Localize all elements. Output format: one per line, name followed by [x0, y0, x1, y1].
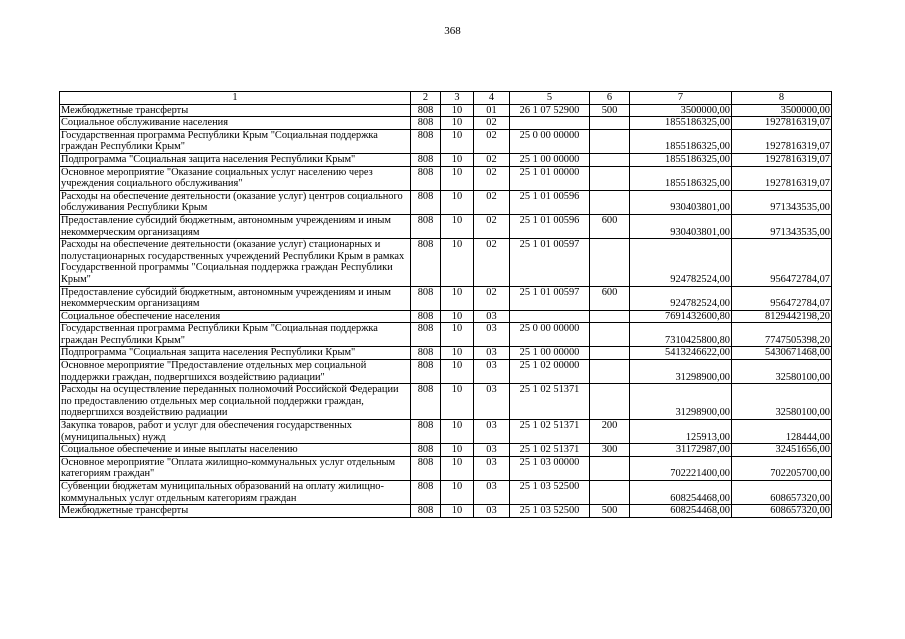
col-4-subsection: 03 [474, 310, 510, 323]
header-cell-8: 8 [732, 92, 832, 105]
col-3-section: 10 [441, 117, 474, 130]
col-3-section: 10 [441, 153, 474, 166]
col-3-section: 10 [441, 214, 474, 238]
table-row [60, 166, 832, 190]
row-name: Закупка товаров, работ и услуг для обеспечения государственных (муниципальных) нужд [60, 420, 411, 444]
col-5-target-article: 25 1 03 52500 [510, 481, 590, 505]
table-row [60, 214, 832, 238]
col-7-amount: 1855186325,00 [630, 153, 732, 166]
col-7-amount: 930403801,00 [630, 190, 732, 214]
col-7-amount: 31298900,00 [630, 360, 732, 384]
table-row [60, 129, 832, 153]
col-7-amount: 7310425800,80 [630, 323, 732, 347]
row-name: Межбюджетные трансферты [60, 104, 411, 117]
col-5-target-article: 25 1 03 52500 [510, 505, 590, 518]
table-row [60, 190, 832, 214]
col-7-amount: 924782524,00 [630, 239, 732, 286]
row-name: Предоставление субсидий бюджетным, автономным учреждениям и иным некоммерческим организациям [60, 286, 411, 310]
col-5-target-article: 25 1 00 00000 [510, 347, 590, 360]
col-8-amount: 1927816319,07 [732, 153, 832, 166]
col-2-code: 808 [411, 323, 441, 347]
col-4-subsection: 03 [474, 384, 510, 420]
col-7-amount: 7691432600,80 [630, 310, 732, 323]
col-7-amount: 3500000,00 [630, 104, 732, 117]
col-6-expense-type [590, 347, 630, 360]
col-3-section: 10 [441, 505, 474, 518]
col-6-expense-type [590, 190, 630, 214]
col-5-target-article: 25 1 03 00000 [510, 456, 590, 480]
col-6-expense-type [590, 117, 630, 130]
col-8-amount: 608657320,00 [732, 481, 832, 505]
header-cell-3: 3 [441, 92, 474, 105]
col-4-subsection: 02 [474, 239, 510, 286]
table-row [60, 323, 832, 347]
col-2-code: 808 [411, 117, 441, 130]
col-7-amount: 930403801,00 [630, 214, 732, 238]
col-7-amount: 608254468,00 [630, 481, 732, 505]
col-3-section: 10 [441, 444, 474, 457]
col-5-target-article: 25 1 01 00596 [510, 214, 590, 238]
col-7-amount: 31172987,00 [630, 444, 732, 457]
col-2-code: 808 [411, 286, 441, 310]
col-7-amount: 31298900,00 [630, 384, 732, 420]
row-name: Государственная программа Республики Крым "Социальная поддержка граждан Республики Крым" [60, 323, 411, 347]
col-3-section: 10 [441, 360, 474, 384]
table-header-row [60, 92, 832, 105]
header-cell-2: 2 [411, 92, 441, 105]
col-7-amount: 5413246622,00 [630, 347, 732, 360]
col-6-expense-type [590, 239, 630, 286]
table-row [60, 347, 832, 360]
col-4-subsection: 02 [474, 129, 510, 153]
col-4-subsection: 03 [474, 444, 510, 457]
col-6-expense-type: 500 [590, 104, 630, 117]
col-8-amount: 1927816319,07 [732, 129, 832, 153]
col-3-section: 10 [441, 420, 474, 444]
row-name: Социальное обеспечение и иные выплаты населению [60, 444, 411, 457]
table-row [60, 481, 832, 505]
col-8-amount: 956472784,07 [732, 286, 832, 310]
header-cell-1: 1 [60, 92, 411, 105]
col-2-code: 808 [411, 420, 441, 444]
table-row [60, 117, 832, 130]
page-number: 368 [444, 25, 461, 37]
row-name: Субвенции бюджетам муниципальных образований на оплату жилищно-коммунальных услуг отдельным категориям граждан [60, 481, 411, 505]
row-name: Социальное обслуживание населения [60, 117, 411, 130]
col-5-target-article: 25 1 01 00597 [510, 239, 590, 286]
row-name: Предоставление субсидий бюджетным, автономным учреждениям и иным некоммерческим организациям [60, 214, 411, 238]
header-cell-5: 5 [510, 92, 590, 105]
col-6-expense-type [590, 310, 630, 323]
header-cell-4: 4 [474, 92, 510, 105]
col-2-code: 808 [411, 129, 441, 153]
col-6-expense-type [590, 360, 630, 384]
col-5-target-article [510, 310, 590, 323]
col-6-expense-type [590, 129, 630, 153]
col-6-expense-type [590, 456, 630, 480]
col-5-target-article: 25 1 02 51371 [510, 444, 590, 457]
col-2-code: 808 [411, 153, 441, 166]
col-6-expense-type: 600 [590, 286, 630, 310]
col-8-amount: 3500000,00 [732, 104, 832, 117]
header-cell-6: 6 [590, 92, 630, 105]
col-8-amount: 128444,00 [732, 420, 832, 444]
col-8-amount: 32580100,00 [732, 360, 832, 384]
col-6-expense-type: 500 [590, 505, 630, 518]
col-4-subsection: 01 [474, 104, 510, 117]
row-name: Основное мероприятие "Оказание социальных услуг населению через учреждения социального обслуживания" [60, 166, 411, 190]
table-row [60, 239, 832, 286]
col-5-target-article [510, 117, 590, 130]
col-3-section: 10 [441, 129, 474, 153]
col-3-section: 10 [441, 347, 474, 360]
col-3-section: 10 [441, 481, 474, 505]
table-row [60, 360, 832, 384]
col-4-subsection: 03 [474, 420, 510, 444]
col-6-expense-type [590, 384, 630, 420]
col-6-expense-type [590, 153, 630, 166]
col-2-code: 808 [411, 444, 441, 457]
col-5-target-article: 25 1 02 51371 [510, 420, 590, 444]
col-5-target-article: 25 1 00 00000 [510, 153, 590, 166]
col-3-section: 10 [441, 104, 474, 117]
col-8-amount: 32580100,00 [732, 384, 832, 420]
col-3-section: 10 [441, 190, 474, 214]
col-7-amount: 125913,00 [630, 420, 732, 444]
col-4-subsection: 02 [474, 286, 510, 310]
col-2-code: 808 [411, 481, 441, 505]
row-name: Основное мероприятие "Предоставление отдельных мер социальной поддержки граждан, подвергшихся воздействию радиации" [60, 360, 411, 384]
col-5-target-article: 25 1 02 51371 [510, 384, 590, 420]
col-6-expense-type: 300 [590, 444, 630, 457]
col-5-target-article: 26 1 07 52900 [510, 104, 590, 117]
row-name: Государственная программа Республики Крым "Социальная поддержка граждан Республики Крым" [60, 129, 411, 153]
col-8-amount: 32451656,00 [732, 444, 832, 457]
row-name: Подпрограмма "Социальная защита населения Республики Крым" [60, 347, 411, 360]
col-3-section: 10 [441, 323, 474, 347]
col-5-target-article: 25 1 01 00000 [510, 166, 590, 190]
col-8-amount: 608657320,00 [732, 505, 832, 518]
col-4-subsection: 03 [474, 505, 510, 518]
table-row [60, 286, 832, 310]
col-4-subsection: 02 [474, 214, 510, 238]
col-7-amount: 1855186325,00 [630, 129, 732, 153]
row-name: Подпрограмма "Социальная защита населения Республики Крым" [60, 153, 411, 166]
row-name: Межбюджетные трансферты [60, 505, 411, 518]
col-3-section: 10 [441, 239, 474, 286]
col-8-amount: 702205700,00 [732, 456, 832, 480]
col-8-amount: 1927816319,07 [732, 117, 832, 130]
row-name: Расходы на осуществление переданных полномочий Российской Федерации по предоставлению отдельных мер социальной поддержки граждан, подвергшихся воздействию радиации [60, 384, 411, 420]
col-4-subsection: 02 [474, 153, 510, 166]
col-5-target-article: 25 1 02 00000 [510, 360, 590, 384]
table-row [60, 420, 832, 444]
col-8-amount: 8129442198,20 [732, 310, 832, 323]
table-row [60, 310, 832, 323]
table-row [60, 384, 832, 420]
col-2-code: 808 [411, 310, 441, 323]
col-8-amount: 971343535,00 [732, 190, 832, 214]
col-4-subsection: 03 [474, 323, 510, 347]
col-4-subsection: 03 [474, 360, 510, 384]
table-row [60, 456, 832, 480]
col-2-code: 808 [411, 104, 441, 117]
table-row [60, 104, 832, 117]
col-8-amount: 956472784,07 [732, 239, 832, 286]
col-4-subsection: 03 [474, 347, 510, 360]
col-8-amount: 1927816319,07 [732, 166, 832, 190]
table-row [60, 153, 832, 166]
row-name: Социальное обеспечение населения [60, 310, 411, 323]
col-8-amount: 7747505398,20 [732, 323, 832, 347]
col-2-code: 808 [411, 239, 441, 286]
table-row [60, 444, 832, 457]
col-2-code: 808 [411, 347, 441, 360]
col-2-code: 808 [411, 456, 441, 480]
col-5-target-article: 25 1 01 00597 [510, 286, 590, 310]
col-5-target-article: 25 1 01 00596 [510, 190, 590, 214]
col-3-section: 10 [441, 456, 474, 480]
col-2-code: 808 [411, 384, 441, 420]
col-2-code: 808 [411, 190, 441, 214]
col-3-section: 10 [441, 286, 474, 310]
col-3-section: 10 [441, 310, 474, 323]
col-2-code: 808 [411, 505, 441, 518]
col-6-expense-type: 600 [590, 214, 630, 238]
col-4-subsection: 03 [474, 481, 510, 505]
row-name: Расходы на обеспечение деятельности (оказание услуг) стационарных и полустационарных государственных учреждений Республики Крым в рамках Государственной программы "Социальная поддержка граждан Республики Крым" [60, 239, 411, 286]
col-6-expense-type [590, 166, 630, 190]
header-cell-7: 7 [630, 92, 732, 105]
col-5-target-article: 25 0 00 00000 [510, 129, 590, 153]
row-name: Основное мероприятие "Оплата жилищно-коммунальных услуг отдельным категориям граждан" [60, 456, 411, 480]
col-2-code: 808 [411, 166, 441, 190]
col-7-amount: 924782524,00 [630, 286, 732, 310]
col-3-section: 10 [441, 384, 474, 420]
col-6-expense-type: 200 [590, 420, 630, 444]
col-7-amount: 1855186325,00 [630, 117, 732, 130]
col-8-amount: 971343535,00 [732, 214, 832, 238]
col-7-amount: 1855186325,00 [630, 166, 732, 190]
col-2-code: 808 [411, 360, 441, 384]
col-8-amount: 5430671468,00 [732, 347, 832, 360]
table-row [60, 505, 832, 518]
col-4-subsection: 03 [474, 456, 510, 480]
col-4-subsection: 02 [474, 117, 510, 130]
col-6-expense-type [590, 323, 630, 347]
budget-table [59, 91, 832, 518]
col-4-subsection: 02 [474, 190, 510, 214]
col-5-target-article: 25 0 00 00000 [510, 323, 590, 347]
col-2-code: 808 [411, 214, 441, 238]
col-7-amount: 608254468,00 [630, 505, 732, 518]
col-3-section: 10 [441, 166, 474, 190]
row-name: Расходы на обеспечение деятельности (оказание услуг) центров социального обслуживания Республики Крым [60, 190, 411, 214]
col-4-subsection: 02 [474, 166, 510, 190]
col-6-expense-type [590, 481, 630, 505]
col-7-amount: 702221400,00 [630, 456, 732, 480]
